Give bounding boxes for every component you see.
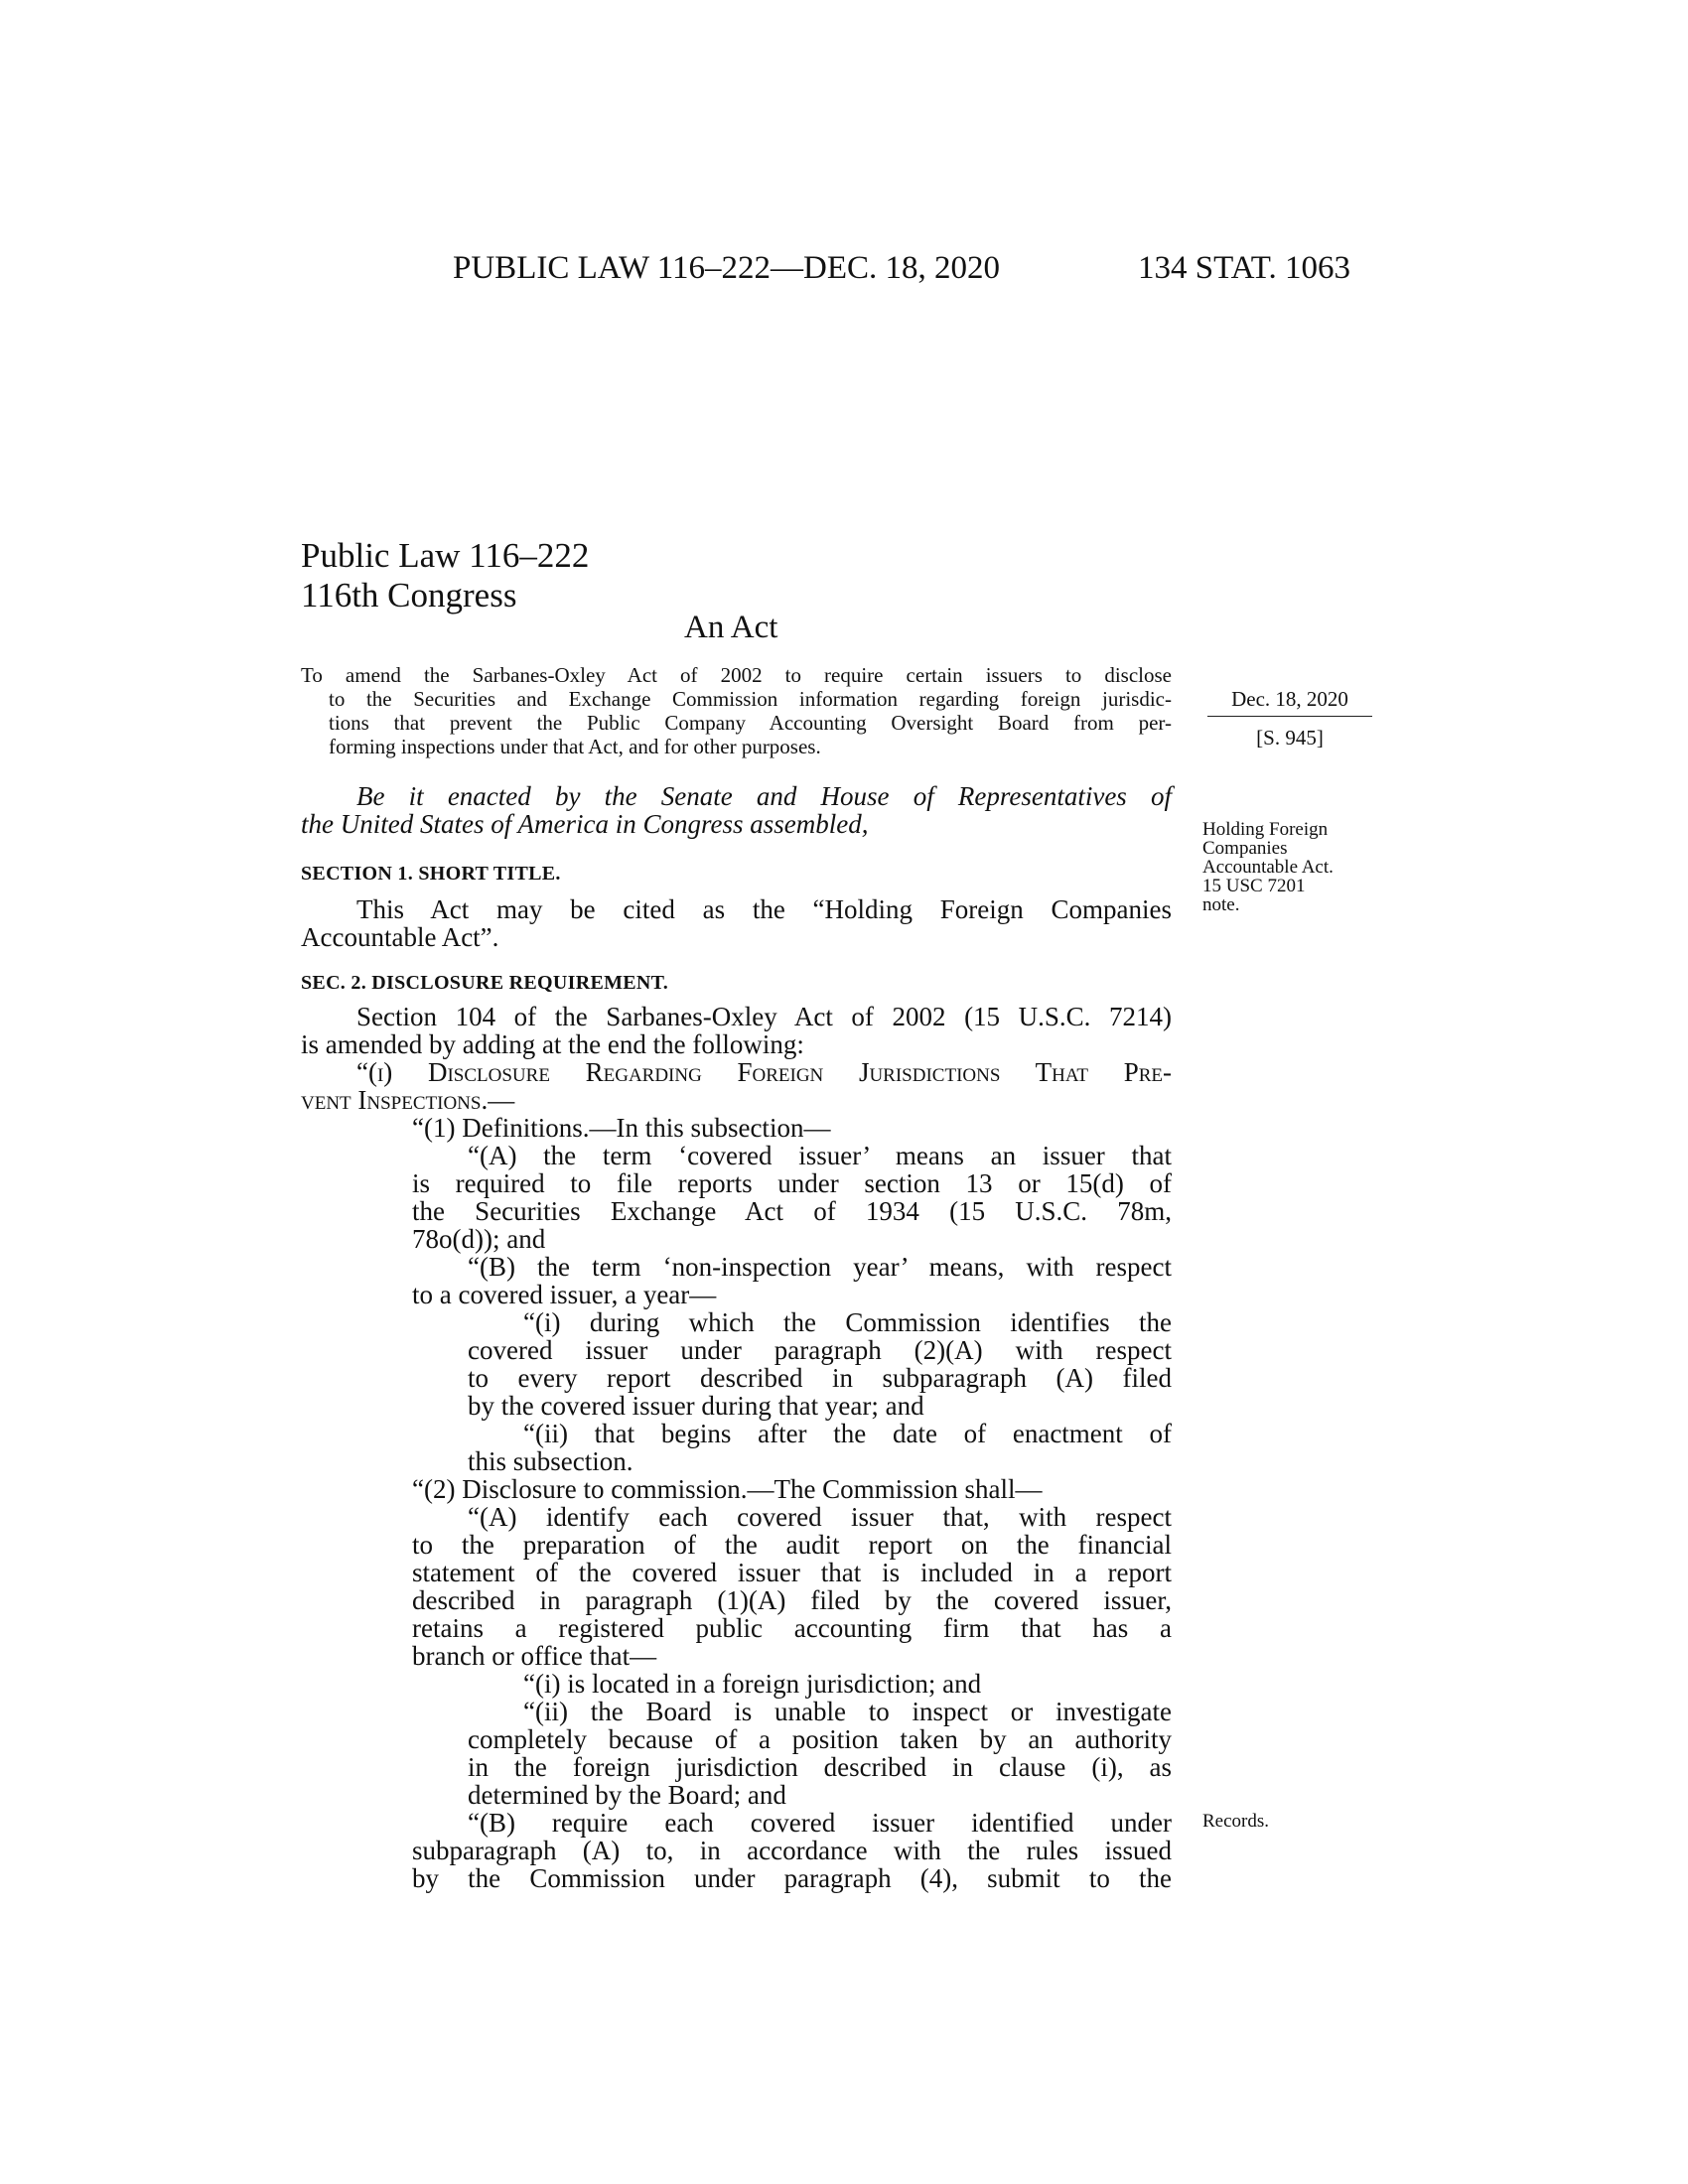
side-divider	[1207, 716, 1372, 717]
running-head: PUBLIC LAW 116–222—DEC. 18, 2020	[453, 250, 1001, 286]
p1Bi-line: “(i) during which the Commission identifies the	[523, 1307, 1172, 1337]
paragraph-1-heading-text: “(1) Definitions.—In this subsection—	[412, 1113, 831, 1143]
purpose-line: forming inspections under that Act, and for other purposes.	[329, 735, 821, 758]
margin-note-line: Companies	[1202, 838, 1288, 859]
p2B-line: “(B) require each covered issuer identified under	[468, 1808, 1172, 1838]
section-1-line: This Act may be cited as the “Holding Foreign Companies	[356, 894, 1172, 924]
section-1-heading: SECTION 1. SHORT TITLE.	[301, 863, 561, 885]
p1A-line: 78o(d)); and	[412, 1224, 546, 1254]
margin-note-line: note.	[1202, 894, 1240, 915]
section-2-heading-wrap	[301, 969, 1172, 997]
an-act-heading: An Act	[684, 610, 778, 645]
sec2-intro-line: is amended by adding at the end the following:	[301, 1029, 804, 1059]
p1Bi-line: to every report described in subparagraph (A) filed	[468, 1363, 1172, 1393]
p1A-line: is required to file reports under section 13 or 15(d) of	[412, 1168, 1172, 1198]
p1B-line: “(B) the term ‘non-inspection year’ means, with respect	[468, 1252, 1172, 1282]
enacting-line: Be it enacted by the Senate and House of Representatives of	[356, 781, 1172, 811]
p1Bi-line: covered issuer under paragraph (2)(A) with respect	[468, 1335, 1172, 1365]
section-2-heading: SEC. 2. DISCLOSURE REQUIREMENT.	[301, 972, 669, 994]
p1Bi-line: by the covered issuer during that year; and	[468, 1391, 924, 1421]
p2A-line: to the preparation of the audit report on the financial	[412, 1530, 1172, 1560]
p2Aii-line: completely because of a position taken by an authority	[468, 1724, 1172, 1754]
p2A-line: branch or office that—	[412, 1641, 657, 1671]
act-purpose	[301, 663, 1172, 758]
subsection-i-heading: vent Inspections.—	[301, 1085, 515, 1115]
stat-page-number: 134 STAT. 1063	[1138, 250, 1351, 286]
margin-note-line: Holding Foreign	[1202, 819, 1329, 840]
p1A-line: the Securities Exchange Act of 1934 (15 U.S.C. 78m,	[412, 1196, 1172, 1226]
margin-note-short-title	[1202, 820, 1334, 914]
subsection-i-heading: “(i) Disclosure Regarding Foreign Jurisdictions That Pre-	[356, 1057, 1172, 1087]
enacting-line: the United States of America in Congress assembled,	[301, 809, 869, 839]
p2B-line: subparagraph (A) to, in accordance with the rules issued	[412, 1836, 1172, 1865]
p2A-line: statement of the covered issuer that is included in a report	[412, 1558, 1172, 1587]
public-law-title: Public Law 116–222	[301, 536, 590, 575]
p2Aii-line: in the foreign jurisdiction described in clause (i), as	[468, 1752, 1172, 1782]
paragraph-2-heading	[301, 1475, 1172, 1503]
p2A-line: retains a registered public accounting firm that has a	[412, 1613, 1172, 1643]
margin-note-line: 15 USC 7201	[1202, 876, 1306, 896]
section-1	[301, 860, 1172, 887]
p1Bii-line: “(ii) that begins after the date of enactment of	[523, 1419, 1172, 1448]
section-2-text	[301, 1003, 1172, 1892]
sec2-intro-line: Section 104 of the Sarbanes-Oxley Act of 2002 (15 U.S.C. 7214)	[356, 1002, 1172, 1031]
enacting-clause	[301, 782, 1172, 838]
purpose-line: tions that prevent the Public Company Accounting Oversight Board from per-	[329, 711, 1172, 735]
p2A-line: “(A) identify each covered issuer that, with respect	[468, 1502, 1172, 1532]
paragraph-1-heading	[301, 1114, 1172, 1142]
p1A-line: “(A) the term ‘covered issuer’ means an issuer that	[468, 1141, 1172, 1170]
section-1-text	[301, 895, 1172, 951]
p2Ai-line: “(i) is located in a foreign jurisdiction; and	[523, 1669, 982, 1699]
p1B-line: to a covered issuer, a year—	[412, 1280, 717, 1309]
paragraph-2-heading-text: “(2) Disclosure to commission.—The Commission shall—	[412, 1474, 1043, 1504]
margin-note-line: Accountable Act.	[1202, 857, 1334, 878]
enactment-date-note: Dec. 18, 2020	[1231, 687, 1348, 711]
purpose-line: to the Securities and Exchange Commission information regarding foreign jurisdic-	[329, 687, 1172, 711]
p2Aii-line: “(ii) the Board is unable to inspect or investigate	[523, 1697, 1172, 1726]
purpose-line: To amend the Sarbanes-Oxley Act of 2002 to require certain issuers to disclose	[301, 663, 1172, 687]
p2B-line: by the Commission under paragraph (4), submit to the	[412, 1863, 1172, 1893]
p2A-line: described in paragraph (1)(A) filed by the covered issuer,	[412, 1585, 1172, 1615]
p2Aii-line: determined by the Board; and	[468, 1780, 786, 1810]
p1Bii-line: this subsection.	[468, 1446, 633, 1476]
margin-note-records: Records.	[1202, 1811, 1270, 1832]
congress-title: 116th Congress	[301, 576, 517, 614]
bill-number-note: [S. 945]	[1256, 726, 1324, 750]
section-1-line: Accountable Act”.	[301, 922, 499, 952]
